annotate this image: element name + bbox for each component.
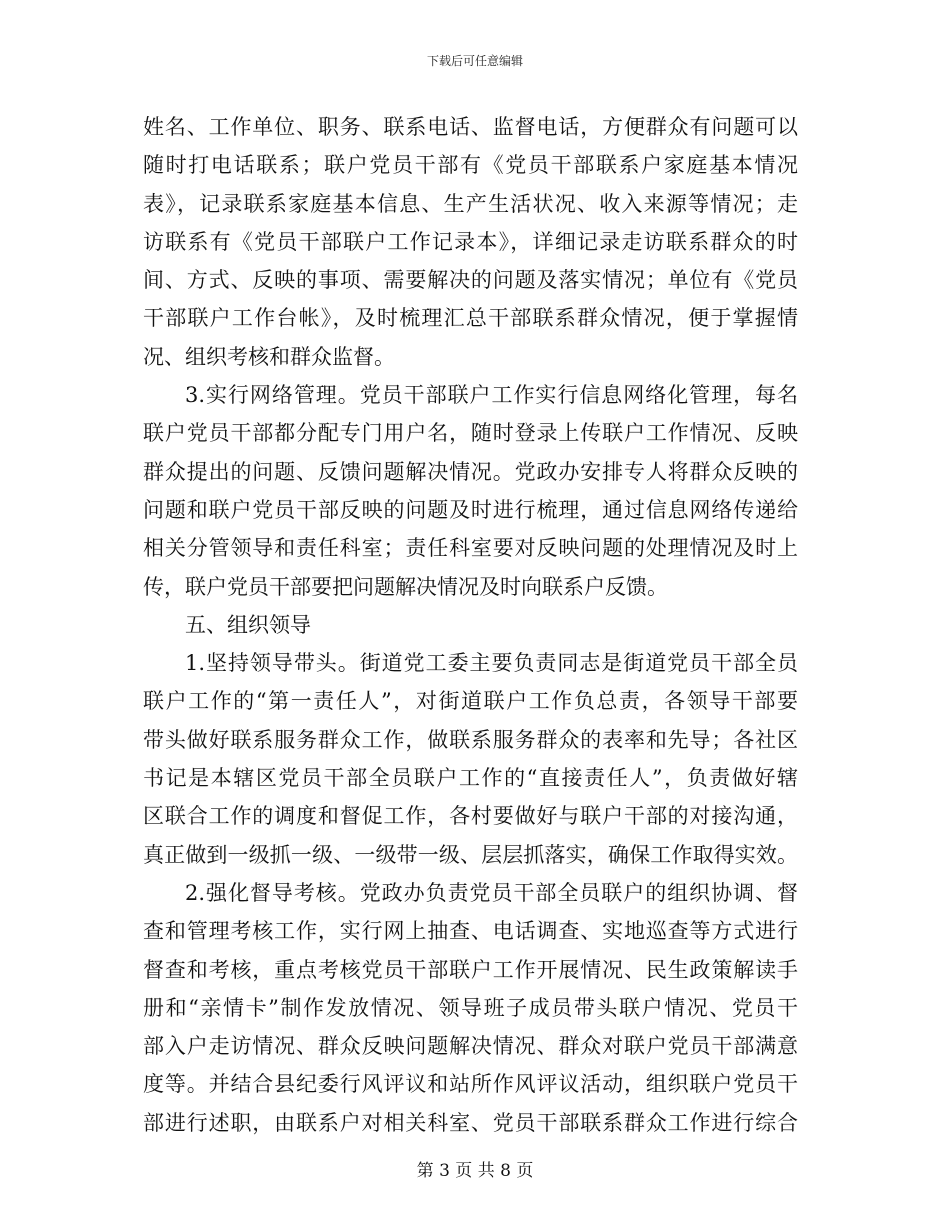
document-body [143,108,798,1142]
text-line: 随时打电话联系；联户党员干部有《党员干部联系户家庭基本情况 [143,153,798,178]
text-line: 督查和考核，重点考核党员干部联户工作开展情况、民生政策解读手 [143,957,798,982]
text-line: 2.强化督导考核。党政办负责党员干部全员联户的组织协调、督 [185,880,798,905]
text-line: 问题和联户党员干部反映的问题及时进行梳理，通过信息网络传递给 [143,497,798,522]
text-line: 部进行述职，由联系户对相关科室、党员干部联系群众工作进行综合 [143,1110,798,1135]
text-line: 传，联户党员干部要把问题解决情况及时向联系户反馈。 [143,574,668,599]
text-line: 带头做好联系服务群众工作，做联系服务群众的表率和先导；各社区 [143,727,798,752]
text-line: 度等。并结合县纪委行风评议和站所作风评议活动，组织联户党员干 [143,1072,798,1097]
text-line: 姓名、工作单位、职务、联系电话、监督电话，方便群众有问题可以 [143,115,798,139]
text-line: 真正做到一级抓一级、一级带一级、层层抓落实，确保工作取得实效。 [143,842,798,867]
text-line: 群众提出的问题、反馈问题解决情况。党政办安排专人将群众反映的 [143,459,798,484]
text-line: 3.实行网络管理。党员干部联户工作实行信息网络化管理，每名 [185,383,798,408]
text-line: 相关分管领导和责任科室；责任科室要对反映问题的处理情况及时上 [143,536,798,561]
text-line: 访联系有《党员干部联户工作记录本》，详细记录走访联系群众的时 [143,229,798,254]
text-line: 间、方式、反映的事项、需要解决的问题及落实情况；单位有《党员 [143,268,798,293]
text-line: 查和管理考核工作，实行网上抽查、电话调查、实地巡查等方式进行 [143,919,798,944]
text-line: 部入户走访情况、群众反映问题解决情况、群众对联户党员干部满意 [143,1034,798,1059]
text-line: 表》，记录联系家庭基本信息、生产生活状况、收入来源等情况；走 [143,191,798,216]
text-line: 联户工作的“第一责任人”，对街道联户工作负总责，各领导干部要 [143,689,798,714]
text-line: 联户党员干部都分配专门用户名，随时登录上传联户工作情况、反映 [143,421,798,446]
text-line: 况、组织考核和群众监督。 [143,344,395,369]
text-line: 五、组织领导 [185,612,311,637]
text-line: 册和“亲情卡”制作发放情况、领导班子成员带头联户情况、党员干 [143,995,798,1020]
text-line: 区联合工作的调度和督促工作，各村要做好与联户干部的对接沟通， [143,804,798,829]
page-footer: 第 3 页 共 8 页 [416,1161,534,1181]
page-header: 下载后可任意编辑 [426,54,523,68]
text-line: 书记是本辖区党员干部全员联户工作的“直接责任人”，负责做好辖 [143,766,798,791]
text-line: 干部联户工作台帐》，及时梳理汇总干部联系群众情况，便于掌握情 [143,306,798,331]
text-line: 1.坚持领导带头。街道党工委主要负责同志是街道党员干部全员 [185,651,798,676]
